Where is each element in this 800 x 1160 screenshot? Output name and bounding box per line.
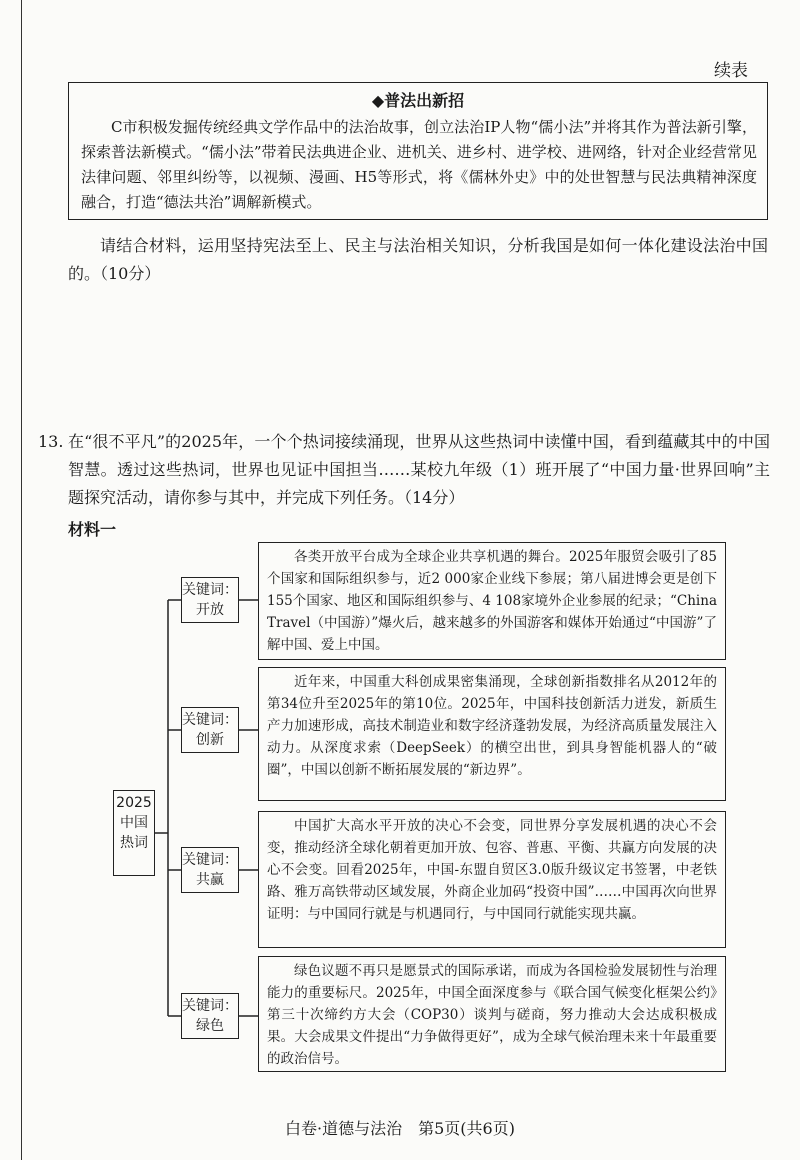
- case-box-body: C市积极发掘传统经典文学作品中的法治故事，创立法治IP人物“儒小法”并将其作为普法新引擎，探索普法新模式。“儒小法”带着民法典进企业、进机关、进乡村、进学校、进网络，针对企业经营常见法律问题、邻里纠纷等，以视频、漫画、H5等形式，将《儒林外史》中的处世智慧与民法典精神深度融合，打造“德法共治”调解新模式。: [81, 118, 757, 211]
- keyword-box-green: [181, 993, 239, 1039]
- keyword-box-win-win: [181, 847, 239, 893]
- diagram-root: [113, 790, 155, 876]
- question-13-number: 13.: [38, 432, 64, 451]
- keyword-label: 关键词：: [182, 712, 238, 728]
- content-box-win-win: 中国扩大高水平开放的决心不会变，同世界分享发展机遇的决心不会变，推动经济全球化朝着更加开放、包容、普惠、平衡、共赢方向发展的决心不会变。回看2025年，中国-东盟自贸区3.0版升级议定书签署，中老铁路、雅万高铁带动区域发展，外商企业加码“投资中国”……中国再次向世界证明：与中国同行就是与机遇同行，与中国同行就能实现共赢。: [258, 811, 726, 948]
- root-line-3: 热词: [120, 835, 148, 851]
- keyword-box-open: [181, 577, 239, 623]
- content-box-green: 绿色议题不再只是愿景式的国际承诺，而成为各国检验发展韧性与治理能力的重要标尺。2025年，中国全面深度参与《联合国气候变化框架公约》第三十次缔约方大会（COP30）谈判与磋商，努力推动大会达成积极成果。大会成果文件提出“力争做得更好”，成为全球气候治理未来十年最重要的政治信号。: [258, 956, 726, 1072]
- question-prompt: 请结合材料，运用坚持宪法至上、民主与法治相关知识，分析我国是如何一体化建设法治中国的。（10分）: [68, 236, 768, 283]
- keyword-label: 关键词：: [182, 998, 238, 1014]
- keyword-value: 创新: [196, 732, 224, 748]
- root-year: 2025: [116, 795, 152, 811]
- keyword-value: 开放: [196, 602, 224, 618]
- keyword-value: 共赢: [196, 872, 224, 888]
- keyword-label: 关键词：: [182, 582, 238, 598]
- continued-table-label: 续表: [714, 61, 748, 81]
- case-box-title: ◆普法出新招: [371, 91, 465, 110]
- page-footer: 白卷·道德与法治 第5页(共6页): [285, 1119, 515, 1138]
- keyword-label: 关键词：: [182, 852, 238, 868]
- keyword-box-innovation: [181, 707, 239, 753]
- question-13-text: 在“很不平凡”的2025年，一个个热词接续涌现，世界从这些热词中读懂中国，看到蕴藏其中的中国智慧。透过这些热词，世界也见证中国担当……某校九年级（1）班开展了“中国力量·世界回响”主题探究活动，请你参与其中，并完成下列任务。（14分）: [68, 432, 770, 507]
- content-box-innovation: 近年来，中国重大科创成果密集涌现，全球创新指数排名从2012年的第34位升至2025年的第10位。2025年，中国科技创新活力迸发，新质生产力加速形成，高技术制造业和数字经济蓬勃发展，为经济高质量发展注入动力。从深度求索（DeepSeek）的横空出世，到具身智能机器人的“破圈”，中国以创新不断拓展发展的“新边界”。: [258, 667, 726, 801]
- material-label: 材料一: [68, 520, 117, 539]
- keyword-value: 绿色: [196, 1018, 224, 1034]
- root-line-2: 中国: [120, 815, 148, 831]
- content-box-open: 各类开放平台成为全球企业共享机遇的舞台。2025年服贸会吸引了85个国家和国际组织参与，近2 000家企业线下参展；第八届进博会更是创下155个国家、地区和国际组织参与、4 108家境外企业参展的纪录；“China Travel（中国游）”爆火后，越来越多的外国游客和媒体开始通过“中国游”了解中国、爱上中国。: [258, 542, 726, 660]
